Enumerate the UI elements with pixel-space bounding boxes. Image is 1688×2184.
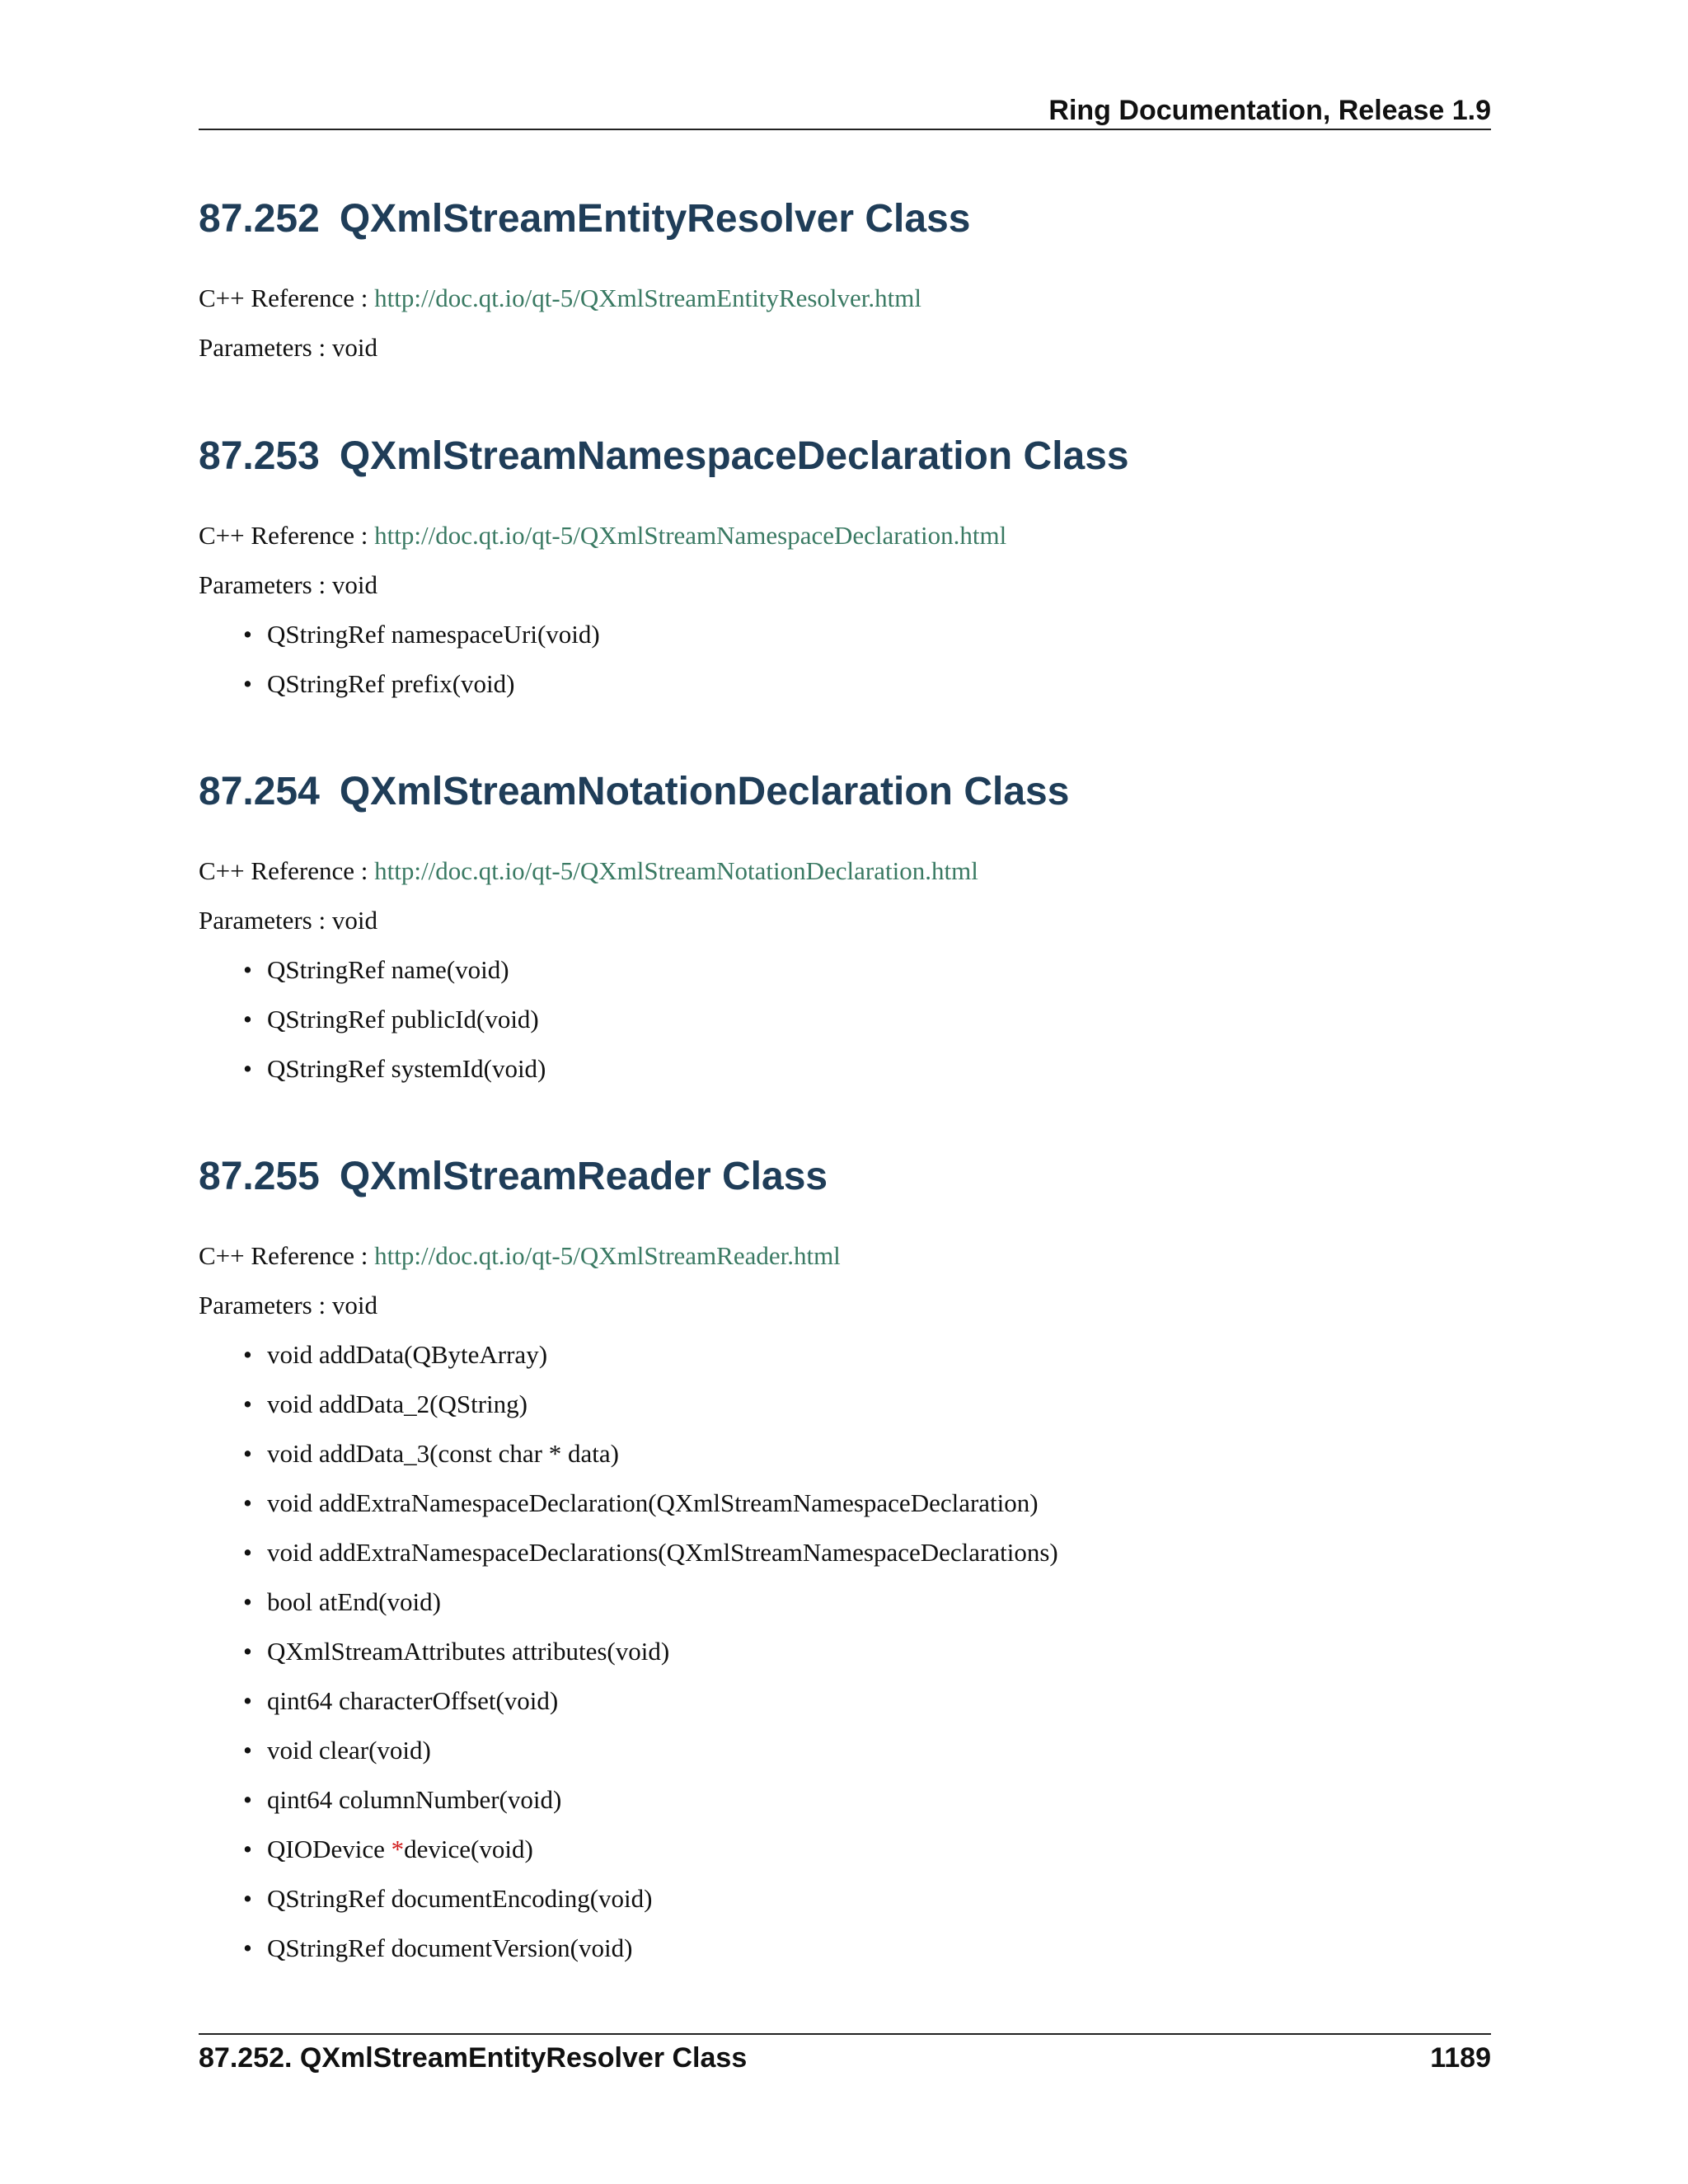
cpp-reference-link[interactable]: http://doc.qt.io/qt-5/QXmlStreamNamespaceDeclaration.html [374, 521, 1007, 550]
method-signature: qint64 characterOffset(void) [267, 1686, 559, 1715]
bullet-icon: • [243, 1439, 252, 1468]
cpp-reference [199, 846, 1491, 896]
method-item [199, 1726, 1491, 1775]
pointer-marker: * [391, 1835, 405, 1863]
method-item [199, 995, 1491, 1044]
document-page [199, 0, 1491, 2184]
cpp-reference [199, 1231, 1491, 1281]
section-title: QXmlStreamEntityResolver Class [339, 197, 971, 241]
parameters: Parameters : void [199, 906, 377, 935]
cpp-reference [199, 511, 1491, 560]
bullet-icon: • [243, 1054, 252, 1083]
method-item [199, 1676, 1491, 1726]
method-item [199, 1380, 1491, 1429]
page-number: 1189 [1430, 2042, 1491, 2074]
section-title: QXmlStreamReader Class [339, 1155, 828, 1198]
bullet-icon: • [243, 1686, 252, 1715]
method-signature: QStringRef name(void) [267, 955, 509, 984]
method-item [199, 1825, 1491, 1874]
bullet-icon: • [243, 1587, 252, 1616]
bullet-icon: • [243, 1835, 252, 1863]
section-number: 87.254 [199, 770, 320, 813]
running-header: Ring Documentation, Release 1.9 [199, 92, 1491, 130]
section-heading [199, 766, 1491, 818]
method-signature: void addData_2(QString) [267, 1390, 528, 1418]
method-list [199, 945, 1491, 1094]
cpp-reference-label: C++ Reference : [199, 521, 368, 550]
bullet-icon: • [243, 620, 252, 649]
method-signature [267, 1835, 533, 1863]
method-type: QIODevice [267, 1835, 392, 1863]
method-name: device(void) [404, 1835, 533, 1863]
method-item [199, 610, 1491, 659]
method-signature: QStringRef namespaceUri(void) [267, 620, 600, 649]
bullet-icon: • [243, 1884, 252, 1913]
section-number: 87.252 [199, 197, 320, 241]
section-number: 87.255 [199, 1155, 320, 1198]
section-heading [199, 193, 1491, 246]
method-signature: QXmlStreamAttributes attributes(void) [267, 1637, 670, 1666]
bullet-icon: • [243, 1340, 252, 1369]
section-87-252 [199, 193, 1491, 373]
section-heading [199, 430, 1491, 483]
method-item [199, 1874, 1491, 1924]
method-signature: qint64 columnNumber(void) [267, 1785, 562, 1814]
section-87-254 [199, 766, 1491, 1094]
parameters: Parameters : void [199, 1291, 377, 1319]
bullet-icon: • [243, 1785, 252, 1814]
method-item [199, 1924, 1491, 1973]
method-signature: QStringRef prefix(void) [267, 669, 515, 698]
method-item [199, 1479, 1491, 1528]
method-item [199, 1775, 1491, 1825]
method-signature: QStringRef documentVersion(void) [267, 1933, 633, 1962]
cpp-reference-link[interactable]: http://doc.qt.io/qt-5/QXmlStreamEntityResolver.html [374, 284, 921, 312]
method-item [199, 1044, 1491, 1094]
parameters: Parameters : void [199, 333, 377, 362]
method-signature: QStringRef systemId(void) [267, 1054, 546, 1083]
section-heading [199, 1151, 1491, 1203]
bullet-icon: • [243, 1736, 252, 1765]
bullet-icon: • [243, 669, 252, 698]
cpp-reference-link[interactable]: http://doc.qt.io/qt-5/QXmlStreamReader.html [374, 1241, 841, 1270]
cpp-reference [199, 274, 1491, 323]
cpp-reference-label: C++ Reference : [199, 284, 368, 312]
method-list [199, 1330, 1491, 1973]
footer-section-title: 87.252. QXmlStreamEntityResolver Class [199, 2042, 748, 2074]
section-87-255 [199, 1151, 1491, 1973]
method-item [199, 659, 1491, 709]
method-signature: void addData(QByteArray) [267, 1340, 548, 1369]
running-footer [199, 2033, 1491, 2081]
bullet-icon: • [243, 1538, 252, 1567]
bullet-icon: • [243, 1637, 252, 1666]
method-signature: void addData_3(const char * data) [267, 1439, 619, 1468]
method-signature: void addExtraNamespaceDeclaration(QXmlStreamNamespaceDeclaration) [267, 1488, 1039, 1517]
section-title: QXmlStreamNotationDeclaration Class [339, 770, 1070, 813]
cpp-reference-label: C++ Reference : [199, 856, 368, 885]
section-87-253 [199, 430, 1491, 709]
method-list [199, 610, 1491, 709]
bullet-icon: • [243, 1488, 252, 1517]
method-item [199, 1577, 1491, 1627]
method-item [199, 1627, 1491, 1676]
cpp-reference-label: C++ Reference : [199, 1241, 368, 1270]
method-signature: QStringRef publicId(void) [267, 1005, 539, 1033]
section-title: QXmlStreamNamespaceDeclaration Class [339, 434, 1129, 478]
cpp-reference-link[interactable]: http://doc.qt.io/qt-5/QXmlStreamNotationDeclaration.html [374, 856, 978, 885]
bullet-icon: • [243, 955, 252, 984]
method-item [199, 1429, 1491, 1479]
method-signature: QStringRef documentEncoding(void) [267, 1884, 653, 1913]
method-item [199, 945, 1491, 995]
section-number: 87.253 [199, 434, 320, 478]
method-item [199, 1528, 1491, 1577]
method-item [199, 1330, 1491, 1380]
method-signature: void clear(void) [267, 1736, 431, 1765]
method-signature: void addExtraNamespaceDeclarations(QXmlStreamNamespaceDeclarations) [267, 1538, 1058, 1567]
bullet-icon: • [243, 1933, 252, 1962]
method-signature: bool atEnd(void) [267, 1587, 441, 1616]
bullet-icon: • [243, 1005, 252, 1033]
bullet-icon: • [243, 1390, 252, 1418]
parameters: Parameters : void [199, 570, 377, 599]
